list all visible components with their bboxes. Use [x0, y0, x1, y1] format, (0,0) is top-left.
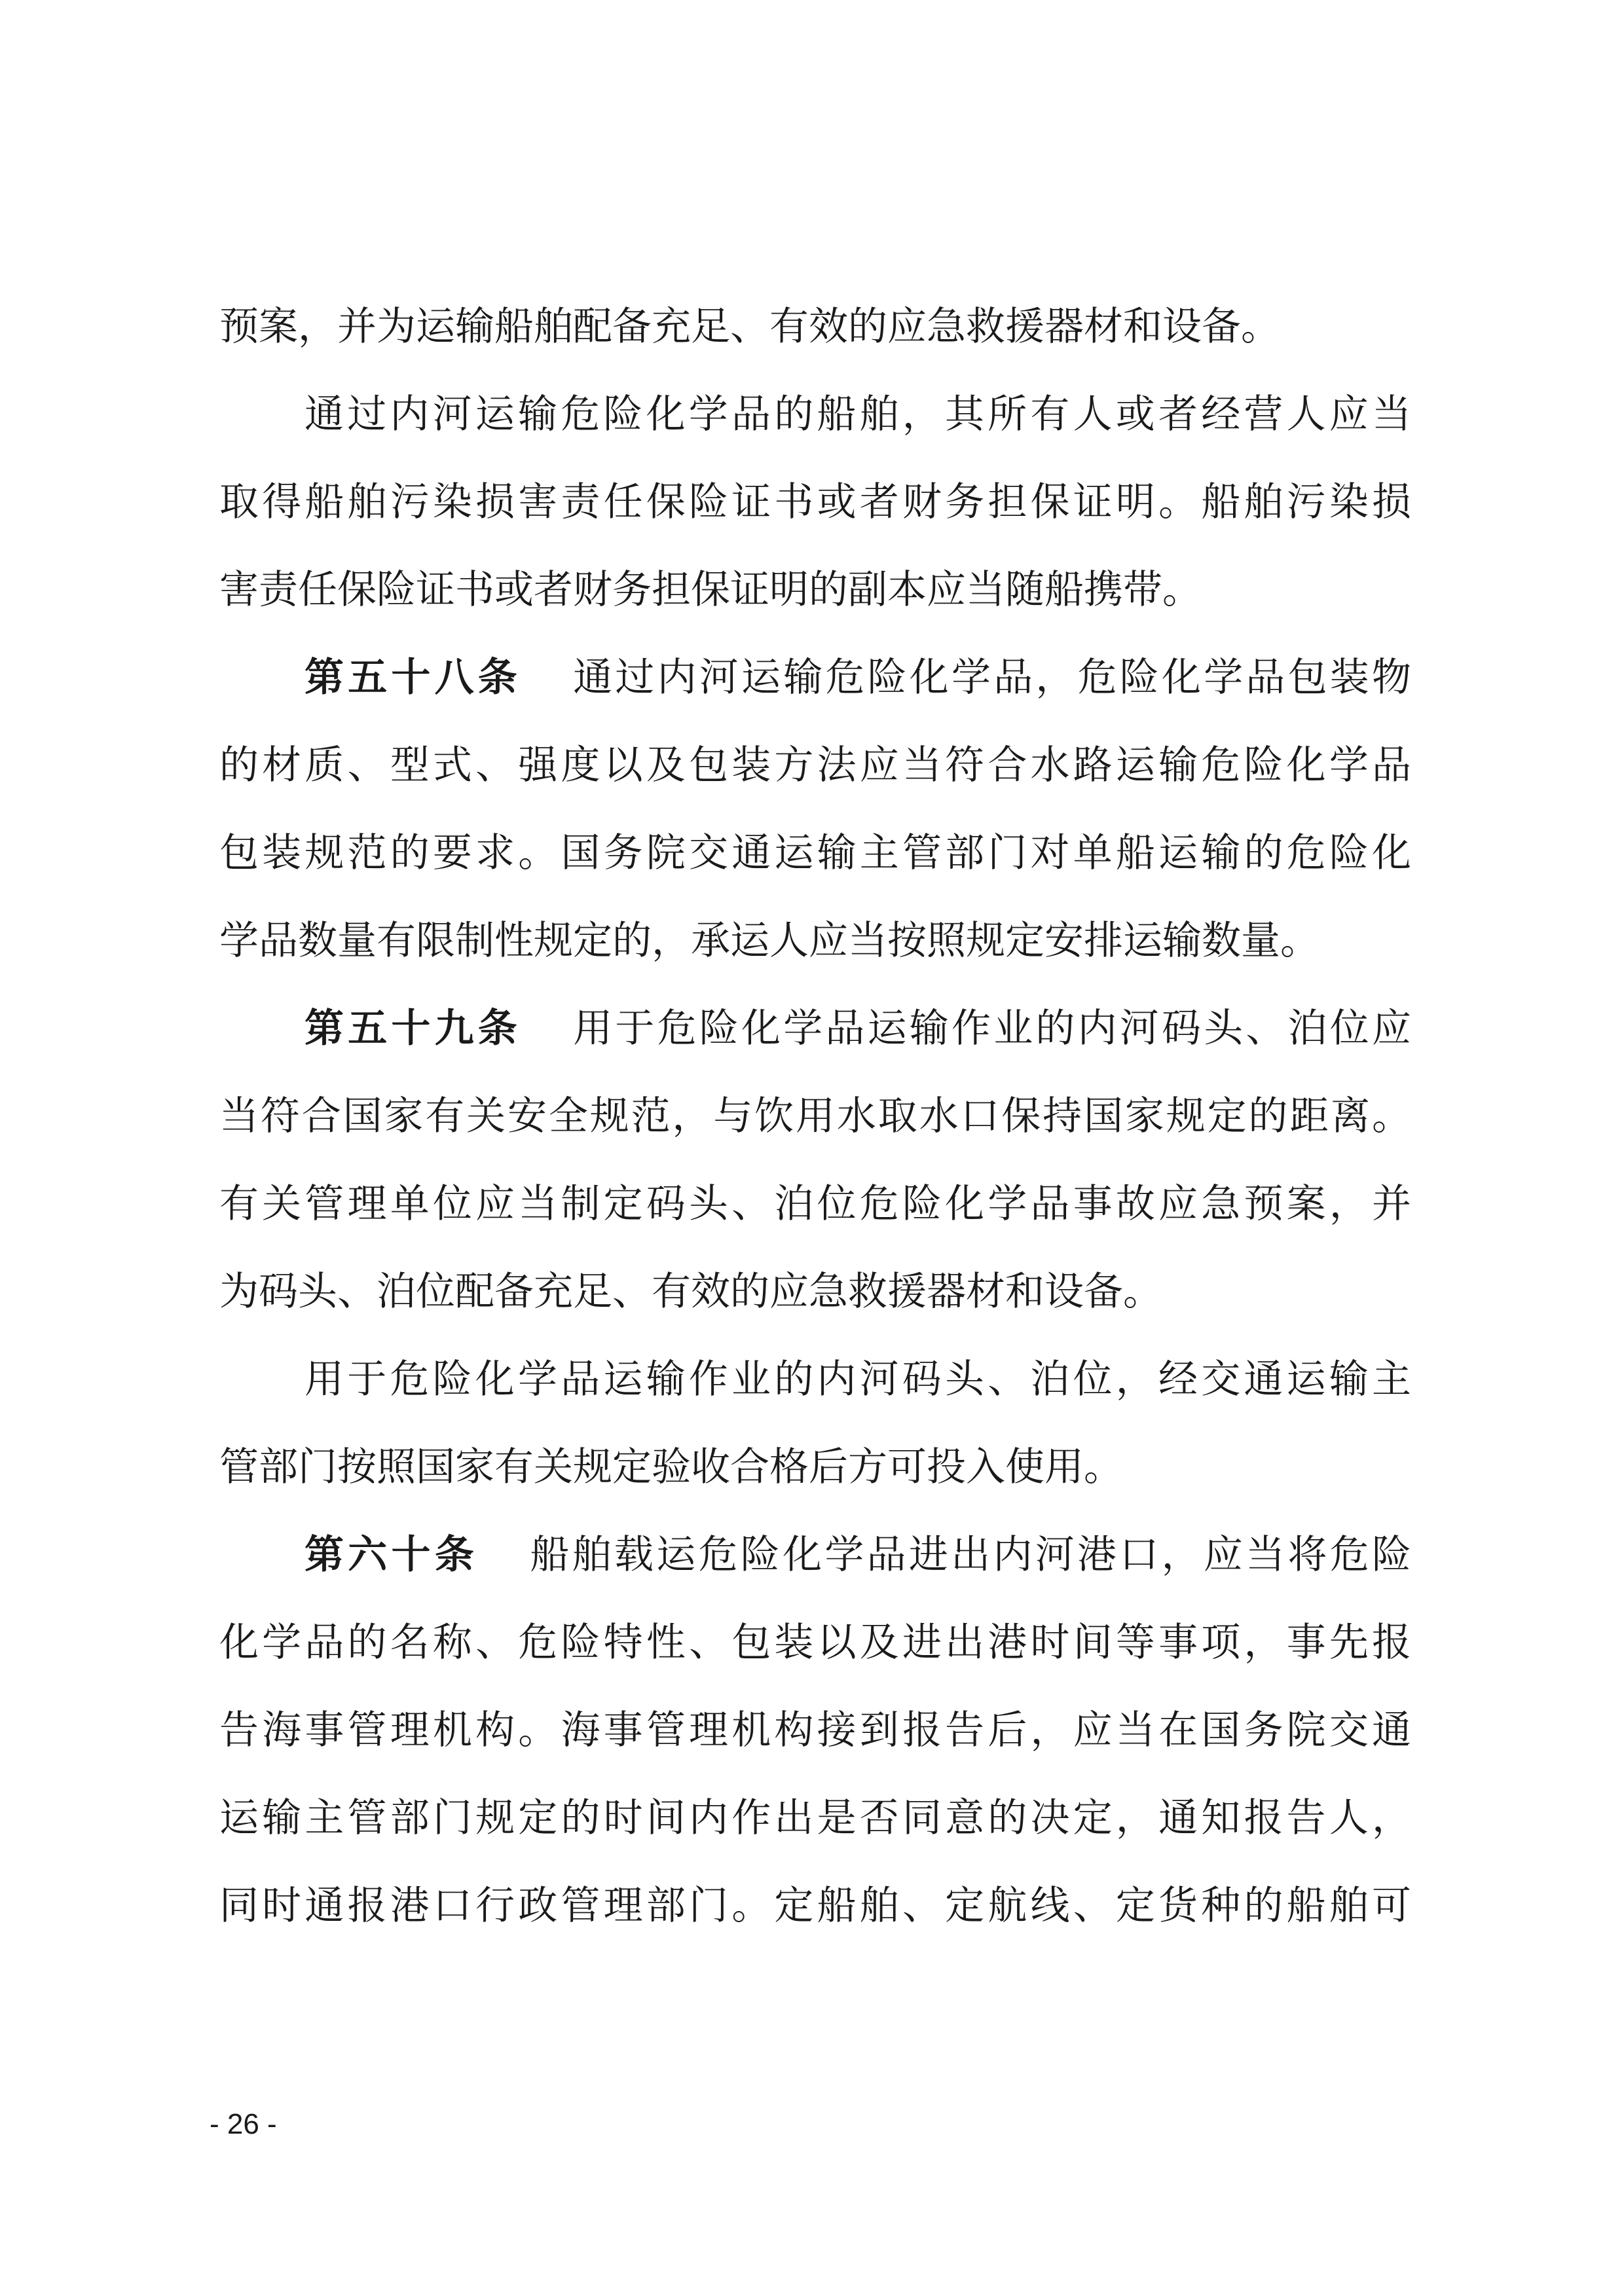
- paragraph-wharf-acceptance: [219, 1336, 1411, 1511]
- text-line: 学品数量有限制性规定的，承运人应当按照规定安排运输数量。: [219, 918, 1320, 964]
- text-line: 管部门按照国家有关规定验收合格后方可投入使用。: [219, 1444, 1123, 1490]
- paragraph-continuation: [219, 283, 1411, 371]
- text-line: 害责任保险证书或者财务担保证明的副本应当随船携带。: [219, 567, 1202, 613]
- text-line: [219, 985, 1411, 1072]
- text-line: 同时通报港口行政管理部门。定船舶、定航线、定货种的船舶可: [219, 1883, 1411, 1929]
- article-59: [219, 985, 1411, 1336]
- text-line: 用于危险化学品运输作业的内河码头、泊位，经交通运输主: [304, 1357, 1411, 1402]
- text-line: 取得船舶污染损害责任保险证书或者财务担保证明。船舶污染损: [219, 479, 1411, 525]
- text-line: 的材质、型式、强度以及包装方法应当符合水路运输危险化学品: [219, 742, 1411, 788]
- article-text: 通过内河运输危险化学品，危险化学品包装物: [570, 655, 1411, 701]
- text-line: 预案，并为运输船舶配备充足、有效的应急救援器材和设备。: [219, 304, 1280, 350]
- text-line: 当符合国家有关安全规范，与饮用水取水口保持国家规定的距离。: [219, 1093, 1411, 1139]
- text-line: [219, 1511, 1411, 1599]
- article-heading: 第五十八条: [304, 655, 521, 701]
- article-60: [219, 1511, 1411, 1950]
- document-body: [219, 283, 1411, 1950]
- article-heading: 第五十九条: [304, 1006, 521, 1051]
- paragraph-insurance: [219, 371, 1411, 634]
- text-line: 运输主管部门规定的时间内作出是否同意的决定，通知报告人，: [219, 1795, 1411, 1841]
- text-line: 化学品的名称、危险特性、包装以及进出港时间等事项，事先报: [219, 1620, 1411, 1666]
- article-text: 用于危险化学品运输作业的内河码头、泊位应: [570, 1006, 1411, 1051]
- page-number: - 26 -: [210, 2108, 277, 2140]
- article-58: [219, 634, 1411, 985]
- article-heading: 第六十条: [304, 1532, 479, 1578]
- text-line: 通过内河运输危险化学品的船舶，其所有人或者经营人应当: [304, 392, 1411, 437]
- text-line: 包装规范的要求。国务院交通运输主管部门对单船运输的危险化: [219, 830, 1411, 876]
- text-line: 告海事管理机构。海事管理机构接到报告后，应当在国务院交通: [219, 1707, 1411, 1753]
- text-line: 有关管理单位应当制定码头、泊位危险化学品事故应急预案，并: [219, 1181, 1411, 1227]
- article-text: 船舶载运危险化学品进出内河港口，应当将危险: [527, 1532, 1411, 1578]
- text-line: [219, 634, 1411, 721]
- text-line: 为码头、泊位配备充足、有效的应急救援器材和设备。: [219, 1269, 1162, 1315]
